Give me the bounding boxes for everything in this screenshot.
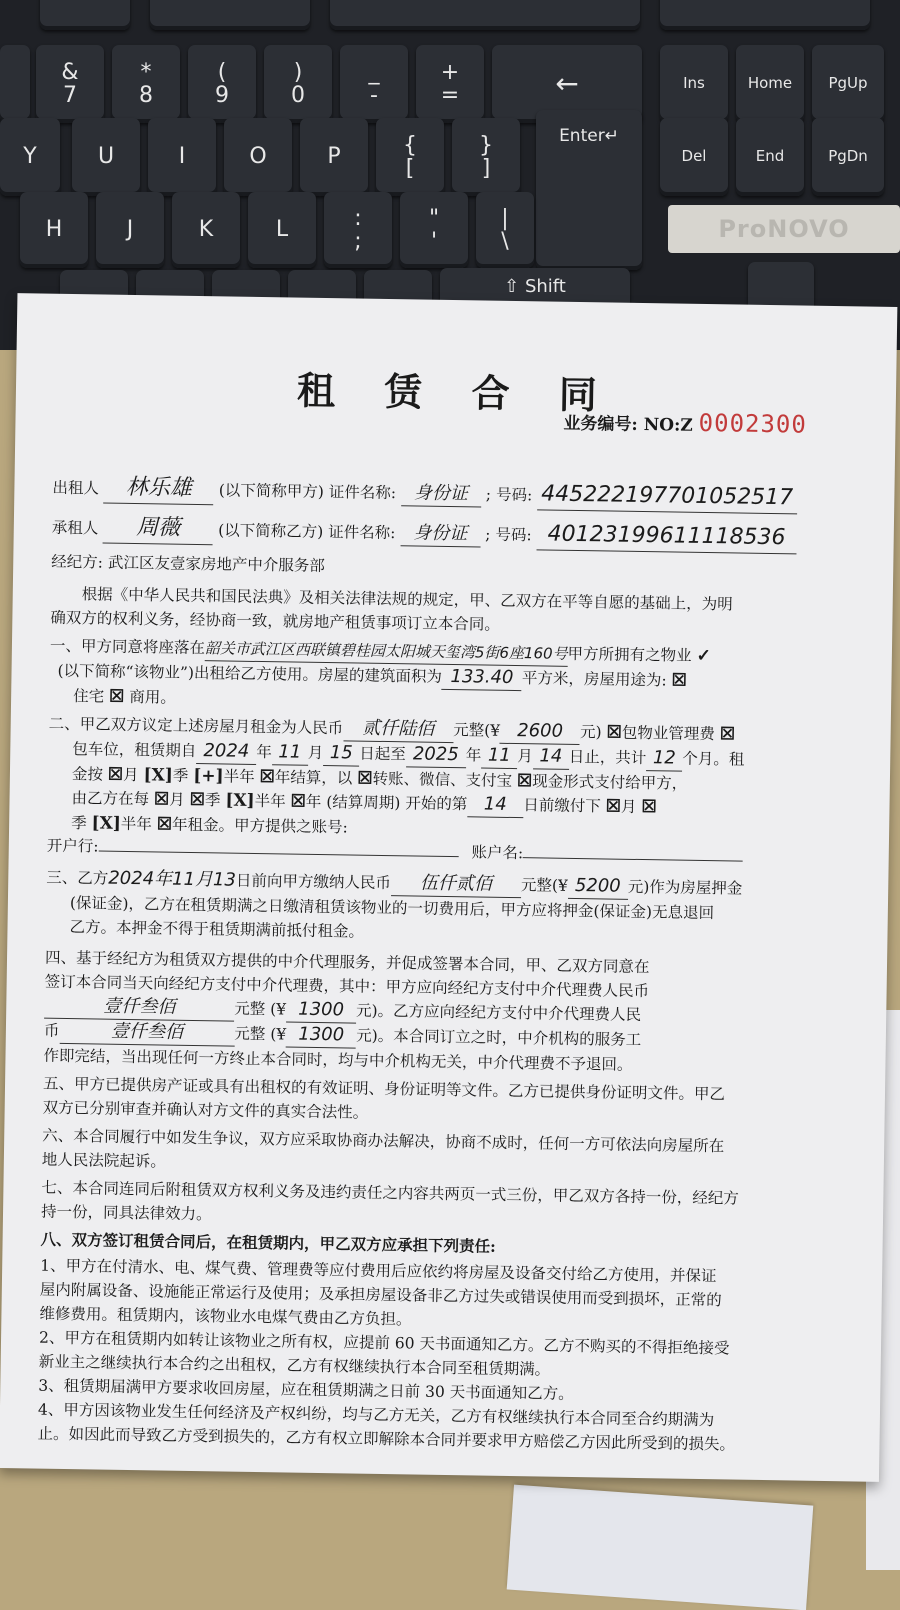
key-del: Del [660,118,728,196]
key-o: O [224,118,292,196]
key-backslash: | \ [476,192,534,268]
next-halfyear: 半年 [120,814,153,834]
clause1-text-c: (以下简称“该物业”)出租给乙方使用。房屋的建筑面积为 [57,661,443,686]
key-top-3 [330,0,640,30]
item1-line-a: 1、甲方在付清水、电、煤气费、管理费等应付费用后应依约将房屋及设备交付给乙方使用，并保证 [40,1256,717,1286]
key-backspace: ← [492,45,642,123]
key-top-2 [150,0,310,30]
checkbox-halfyear: [+] [193,765,224,787]
checkbox-yearly: ☒ [259,767,276,788]
next-month: 月 [620,797,637,816]
clause2-text-q: 年租金。甲方提供之账号: [171,815,348,837]
clause-1 [49,634,830,720]
lessor-id-label: ; 号码: [485,485,533,505]
clause1-text-d: 平方米，房屋用途为: [521,669,667,690]
clause7-text-b: 持一份，同具法律效力。 [40,1202,212,1224]
key-y: Y [0,118,60,196]
checkbox-next-quarter: ☒ [641,797,657,818]
key-top-4 [660,0,870,30]
key-ins: Ins [660,45,728,123]
checkbox-cycle-year: ☒ [290,791,307,812]
checkbox-monthly: ☒ [107,764,124,785]
end-month-label: 月 [517,747,534,766]
preamble [50,582,831,642]
clause4-text-g: 作即完结，当出现任何一方终止本合同时，均与中介机构无关，中介代理费不予退回。 [43,1046,633,1074]
key-bracket-left: { [ [376,118,444,196]
clause3-text-d: 元)作为房屋押金 [627,877,743,898]
lessee-id-type: 身份证 [400,521,480,548]
keyboard-brand-plate: ProNOVO [668,205,900,253]
start-year: 2024 [196,739,256,765]
checkbox-quarterly: [X] [143,765,174,786]
pay-day: 14 [467,792,523,818]
checkbox-use: ☒ [671,670,688,691]
bank-label: 开户行: [46,836,99,856]
checkbox-transfer: ☒ [357,768,373,789]
clause-4 [43,946,825,1080]
checkbox-parking: ☒ [719,724,736,745]
use-commercial: 商用。 [129,687,176,707]
check-mark-1: ✓ [696,645,711,667]
key-pgdn: PgDn [812,118,884,196]
key-shift: ⇧ Shift [440,268,630,328]
agent-fee-words-lessee: 壹仟叁佰 [59,1019,234,1047]
clause3-text-b: 日前向甲方缴纳人民币 [235,871,392,893]
key-pgup: PgUp [812,45,884,123]
period-halfyear: 半年 [223,767,255,786]
key-9: ( 9 [188,45,256,123]
lessor-id-type: 身份证 [401,481,481,508]
clause2-text-j: 年结算，以 [274,768,353,788]
clause1-text-a: 一、甲方同意将座落在 [49,636,206,658]
end-year: 2025 [406,742,466,768]
clause2-text-b: 元整(¥ [453,721,501,740]
clause7-text-a: 七、本合同连同后附租赁双方权利义务及违约责任之内容共两页一式三份，甲乙双方各持一份，经纪方 [41,1178,740,1208]
clause3-text-f: 乙方。本押金不得于租赁期满前抵付租金。 [69,918,365,941]
deposit-amount: 5200 [568,874,628,900]
key-home: Home [736,45,804,123]
key-u: U [72,118,140,196]
key-quote: " ' [400,192,468,268]
agent-fee-lessor: 1300 [286,997,356,1023]
preamble-line-2: 确双方的权利义务，经协商一致，就房地产租赁事项订立本合同。 [50,608,500,634]
property-address: 韶关市武江区西联镇碧桂园太阳城天玺湾5街6座160号 [205,636,568,667]
lessee-id-label: ; 号码: [485,525,532,545]
item2-line-a: 2、甲方在租赁期内如转让该物业之所有权，应提前 60 天书面通知乙方。乙方不购买的不得拒绝接受 [38,1328,730,1358]
lessor-line [52,472,797,514]
lessor-id-number: 445222197701052517 [537,479,797,514]
clause2-day-to: 日起至 [359,744,406,764]
item4-line-a: 4、甲方因该物业发生任何经济及产权纠纷，均与乙方无关，乙方有权继续执行本合同至合约期满为 [37,1400,715,1430]
clause2-months-suffix: 个月。租 [682,749,745,769]
checkbox-cycle-halfyear: [X] [225,790,255,811]
checkbox-next-month: ☒ [605,796,622,817]
lessor-label: 出租人 [52,478,100,498]
bank-field [98,851,458,858]
clause6-text-b: 地人民法院起诉。 [41,1150,167,1171]
start-month: 11 [272,740,308,766]
serial-value: 0002300 [698,408,808,439]
deposit-words: 伍仟贰佰 [391,871,521,898]
start-year-label: 年 [256,742,272,762]
key-enter: Enter↵ [536,110,642,270]
key-j: J [96,192,164,268]
clause2-text-m: 由乙方在每 [71,789,150,809]
clause2-text-a: 二、甲乙双方议定上述房屋月租金为人民币 [48,714,344,738]
building-area: 133.40 [442,665,522,691]
clause-2 [47,712,829,847]
lessor-abbr: (以下简称甲方) 证件名称: [218,481,397,503]
checkbox-property-fee: ☒ [606,722,622,743]
next-quarter: 季 [71,814,87,833]
key-h: H [20,192,88,268]
clause4-text-d: 元)。乙方应向经纪方支付中介代理费人民 [355,1001,642,1025]
item4-line-b: 止。如因此而导致乙方受到损失的，乙方有权立即解除本合同并要求甲方赔偿乙方因此所受到的损失。 [37,1424,736,1454]
clause3-text-c: 元整(¥ [520,876,568,895]
clause4-text-c: 元整 (¥ [234,999,287,1019]
key-bracket-right: } ] [452,118,520,196]
cycle-month: 月 [169,790,185,809]
key-semicolon: : ; [324,192,392,268]
key-p: P [300,118,368,196]
lessee-name: 周薇 [103,513,213,545]
item2-line-b: 新业主之继续执行本合约之出租权，乙方有权继续执行本合同至租赁期满。 [38,1352,551,1379]
clause4-text-e: 币 [43,1021,60,1040]
clause3-text-e: (保证金)，乙方在租赁期满之日缴清租赁该物业的一切费用后，甲方应将押金(保证金)无息退回 [69,894,715,923]
clause4-text-a: 四、基于经纪方为租赁双方提供的中介代理服务，并促成签署本合同，甲、乙双方同意在 [44,948,650,977]
start-day: 15 [323,741,359,767]
key-8: * 8 [112,45,180,123]
lessee-id-number: 40123199611118536 [536,519,796,554]
cycle-quarter: 季 [204,791,221,810]
key-l: L [248,192,316,268]
payment-methods: 转账、微信、支付宝 [372,769,513,790]
clause-8-items [37,1254,820,1458]
item1-line-b: 屋内附属设备、设施能正常运行及使用；及承担房屋设备非乙方过失或错误使用而受到损坏，正常的 [39,1280,722,1310]
rent-words: 贰仟陆佰 [343,716,453,743]
lessee-label: 承租人 [51,518,99,538]
clause4-text-c2: 元整 (¥ [234,1024,287,1044]
preamble-line-1: 根据《中华人民共和国民法典》及相关法律法规的规定，甲、乙双方在平等自愿的基础上，为明 [81,585,733,614]
clause4-text-f: 元)。本合同订立之时，中介机构的服务工 [356,1026,642,1050]
contract-page [0,293,897,1482]
clause2-text-d: 包物业管理费 [621,723,715,744]
key-0: ) 0 [264,45,332,123]
contract-title: 租 赁 合 同 [296,367,616,418]
key-row1-edge [0,45,30,123]
deposit-date: 2024年11月13 [108,867,237,891]
key-top-1 [40,0,130,30]
clause2-day-end: 日止，共计 [568,747,647,768]
agent-fee-words-lessor: 壹仟叁佰 [44,994,234,1022]
account-field [523,857,743,861]
clause4-text-b: 签订本合同当天向经纪方支付中介代理费，其中：甲方应向经纪方支付中介代理费人民币 [44,972,650,1001]
cycle-halfyear: 半年 [254,791,286,811]
clause1-text-b: 甲方所拥有之物业 [567,644,692,665]
checkbox-commercial: ☒ [108,686,125,707]
clause-7 [41,1176,822,1236]
checkbox-cash: ☒ [516,771,533,792]
clause6-text-a: 六、本合同履行中如发生争议，双方应采取协商办法解决，协商不成时，任何一方可依法向房屋所在 [42,1126,725,1156]
background-paper-corner [507,1485,814,1610]
clause5-text-a: 五、甲方已提供房产证或具有出租权的有效证明、身份证明等文件。乙方已提供身份证明文件。甲乙 [42,1074,726,1104]
use-residential: 住宅 [73,687,105,706]
item3-line: 3、租赁期届满甲方要求收回房屋，应在租赁期满之日前 30 天书面通知乙方。 [38,1376,574,1404]
start-month-label: 月 [307,743,324,763]
clause2-text-n: 年 (结算周期) 开始的第 [305,792,468,814]
clause3-text-a: 三、乙方 [46,868,109,888]
checkbox-cycle-quarter: ☒ [189,789,206,811]
key-equals: + = [416,45,484,123]
key-end: End [736,118,804,196]
lessor-name: 林乐雄 [104,473,214,505]
serial-number [563,407,807,439]
end-month: 11 [481,744,517,770]
key-7: & 7 [36,45,104,123]
clause2-text-c: 元) [579,723,602,742]
checkbox-next-halfyear: [X] [91,813,122,834]
rent-amount: 2600 [500,719,580,745]
item1-line-c: 维修费用。租赁期内，该物业水电煤气费由乙方负担。 [39,1304,412,1329]
period-month: 月 [122,765,139,785]
clause-6 [42,1124,823,1184]
clause2-text-f: 金按 [71,765,104,784]
lessee-abbr: (以下简称乙方) 证件名称: [218,521,396,543]
period-quarter: 季 [172,766,189,785]
clause2-text-e: 包车位，租赁期自 [72,740,197,761]
clause2-text-o: 日前缴付下 [523,796,601,816]
clause5-text-b: 双方已分别审查并确认对方文件的真实合法性。 [42,1098,369,1122]
checkbox-next-year: ☒ [156,814,173,835]
key-k: K [172,192,240,268]
key-minus: _ - [340,45,408,123]
clause2-text-l: 现金形式支付给甲方， [532,772,688,793]
account-label: 账户名: [471,843,524,863]
agent-line: 经纪方: 武江区友壹家房地产中介服务部 [51,552,326,576]
lessee-line [52,512,797,554]
agent-fee-lessee: 1300 [286,1022,356,1048]
clause-5 [42,1072,823,1132]
clause-8-title: 八、双方签订租赁合同后，在租赁期内，甲乙双方应承担下列责任: [40,1229,496,1256]
clause-3 [45,866,826,951]
end-year-label: 年 [465,746,482,765]
lease-months: 12 [646,746,682,772]
key-i: I [148,118,216,196]
checkbox-cycle-month: ☒ [153,789,170,810]
serial-label: 业务编号: NO:Z [563,413,693,436]
end-day: 14 [533,744,569,770]
